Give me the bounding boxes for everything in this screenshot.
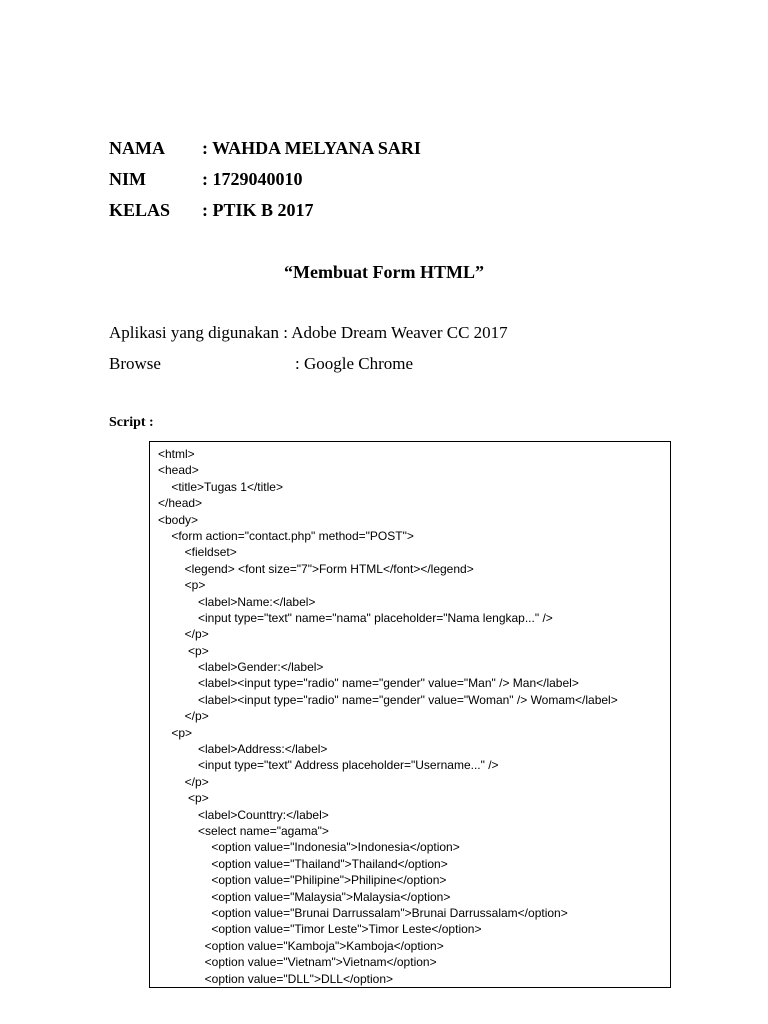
- code-line: </p>: [158, 627, 209, 642]
- code-line: <p>: [158, 725, 193, 740]
- code-line: <body>: [158, 512, 199, 527]
- code-line: <option value="Philipine">Philipine</option>: [158, 873, 447, 888]
- code-line: <label>Gender:</label>: [158, 660, 324, 675]
- code-line: <select name="agama">: [158, 823, 329, 838]
- info-value: : Google Chrome: [295, 354, 414, 373]
- identity-row-nama: [109, 135, 421, 166]
- code-line: <option value="Kamboja">Kamboja</option>: [158, 938, 444, 953]
- info-row-browser: [109, 351, 508, 382]
- code-line: <p>: [158, 578, 206, 593]
- code-line: </head>: [158, 496, 203, 511]
- code-line: <label>Counttry:</label>: [158, 807, 329, 822]
- code-line: <fieldset>: [158, 545, 237, 560]
- code-line: <label><input type="radio" name="gender" value="Woman" /> Womam</label>: [158, 692, 618, 707]
- code-line: <option value="Vietnam">Vietnam</option>: [158, 955, 437, 970]
- code-line: <label><input type="radio" name="gender" value="Man" /> Man</label>: [158, 676, 579, 691]
- info-block: [109, 320, 508, 382]
- identity-row-kelas: [109, 197, 421, 228]
- info-row-application: [109, 320, 508, 351]
- code-line: <input type="text" name="nama" placeholder="Nama lengkap..." />: [158, 610, 553, 625]
- code-line: <option value="Brunai Darrussalam">Brunai Darrussalam</option>: [158, 905, 568, 920]
- code-line: <p>: [158, 791, 209, 806]
- code-line: <option value="Thailand">Thailand</option>: [158, 856, 448, 871]
- identity-value: : PTIK B 2017: [202, 200, 314, 220]
- code-line: <option value="Timor Leste">Timor Leste</option>: [158, 922, 482, 937]
- document-title: “Membuat Form HTML”: [284, 262, 484, 282]
- identity-key: NAMA: [109, 138, 165, 158]
- identity-block: [109, 135, 421, 228]
- code-line: <legend> <font size="7">Form HTML</font></legend>: [158, 561, 474, 576]
- code-line: <option value="Indonesia">Indonesia</option>: [158, 840, 460, 855]
- code-line: <option value="DLL">DLL</option>: [158, 971, 394, 986]
- info-value: : Adobe Dream Weaver CC 2017: [283, 323, 508, 342]
- code-line: <head>: [158, 463, 199, 478]
- code-line: </p>: [158, 774, 209, 789]
- code-line: <p>: [158, 643, 209, 658]
- code-line: </p>: [158, 709, 209, 724]
- code-line: <input type="text" Address placeholder="Username..." />: [158, 758, 499, 773]
- code-line: <title>Tugas 1</title>: [158, 479, 283, 494]
- identity-key: NIM: [109, 169, 146, 189]
- code-line: <label>Name:</label>: [158, 594, 316, 609]
- identity-key: KELAS: [109, 200, 171, 220]
- code-listing-box: [149, 441, 671, 988]
- info-key: Aplikasi yang digunakan: [109, 323, 284, 342]
- info-key: Browse: [109, 354, 161, 373]
- code-line: <label>Address:</label>: [158, 742, 328, 757]
- code-line: <option value="Malaysia">Malaysia</option>: [158, 889, 451, 904]
- script-label: Script :: [109, 415, 154, 430]
- identity-value: : WAHDA MELYANA SARI: [202, 138, 421, 158]
- identity-value: : 1729040010: [202, 169, 303, 189]
- code-line: <form action="contact.php" method="POST">: [158, 528, 414, 543]
- identity-row-nim: [109, 166, 421, 197]
- code-line: <html>: [158, 447, 195, 461]
